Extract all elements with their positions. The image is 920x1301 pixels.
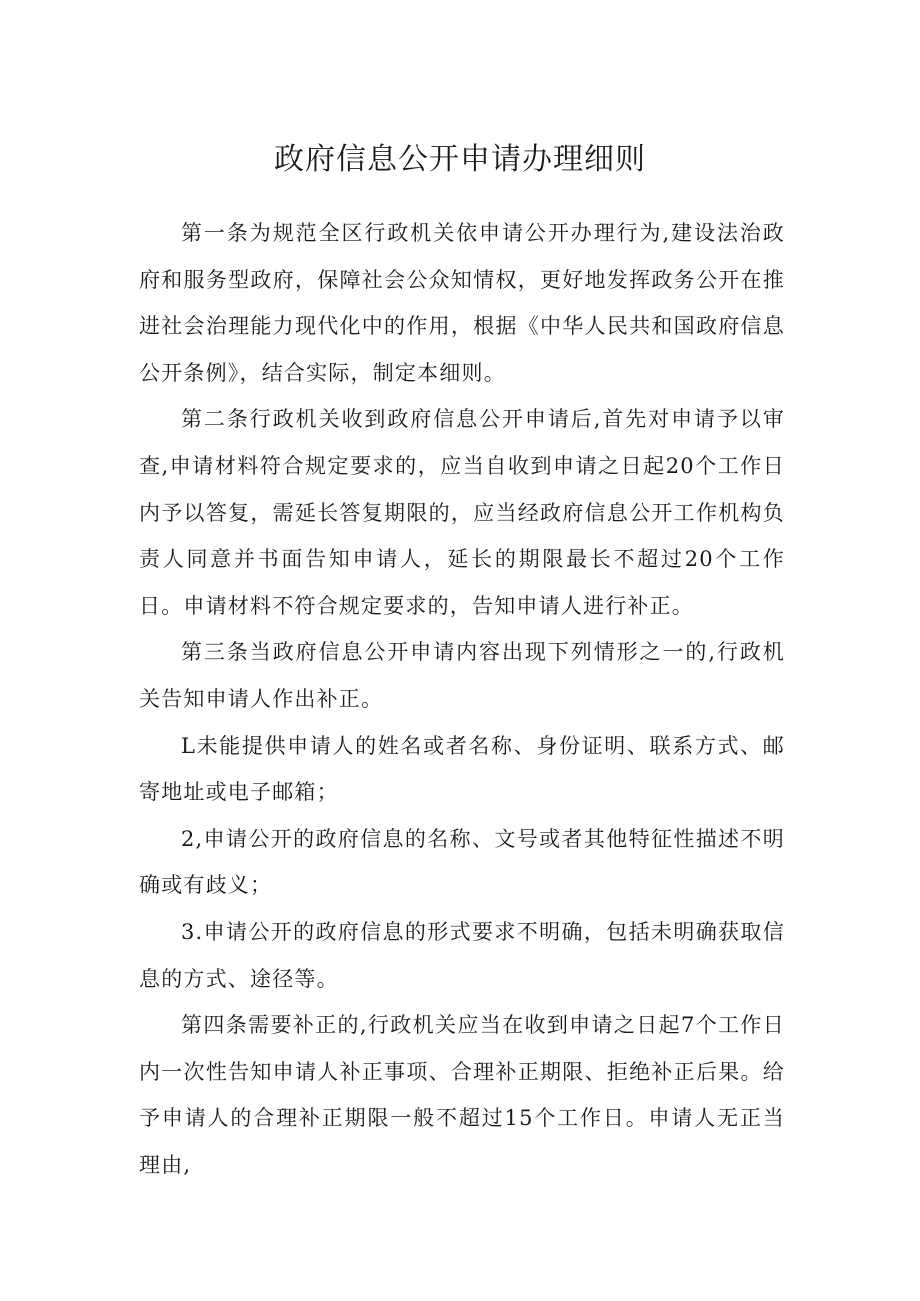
list-item-1: L未能提供申请人的姓名或者名称、身份证明、联系方式、邮寄地址或电子邮箱； bbox=[139, 733, 785, 805]
list-item-3: 3.申请公开的政府信息的形式要求不明确，包括未明确获取信息的方式、途径等。 bbox=[139, 919, 785, 991]
article-3-paragraph: 第三条当政府信息公开申请内容出现下列情形之一的,行政机关告知申请人作出补正。 bbox=[139, 640, 785, 711]
article-4-paragraph: 第四条需要补正的,行政机关应当在收到申请之日起7个工作日内一次性告知申请人补正事项、合理补正期限、拒绝补正后果。给予申请人的合理补正期限一般不超过15个工作日。申请人无正当理由, bbox=[139, 1013, 785, 1177]
document-title: 政府信息公开申请办理细则 bbox=[274, 142, 646, 177]
document-body bbox=[139, 210, 785, 1188]
list-item-2: 2,申请公开的政府信息的名称、文号或者其他特征性描述不明确或有歧义； bbox=[139, 826, 785, 898]
article-1-paragraph: 第一条为规范全区行政机关依申请公开办理行为,建设法治政府和服务型政府，保障社会公众知情权，更好地发挥政务公开在推进社会治理能力现代化中的作用，根据《中华人民共和国政府信息公开条例》，结合实际，制定本细则。 bbox=[139, 221, 785, 385]
article-2-paragraph: 第二条行政机关收到政府信息公开申请后,首先对申请予以审查,申请材料符合规定要求的，应当自收到申请之日起20个工作日内予以答复，需延长答复期限的，应当经政府信息公开工作机构负责人同意并书面告知申请人，延长的期限最长不超过20个工作日。申请材料不符合规定要求的，告知申请人进行补正。 bbox=[139, 407, 785, 618]
